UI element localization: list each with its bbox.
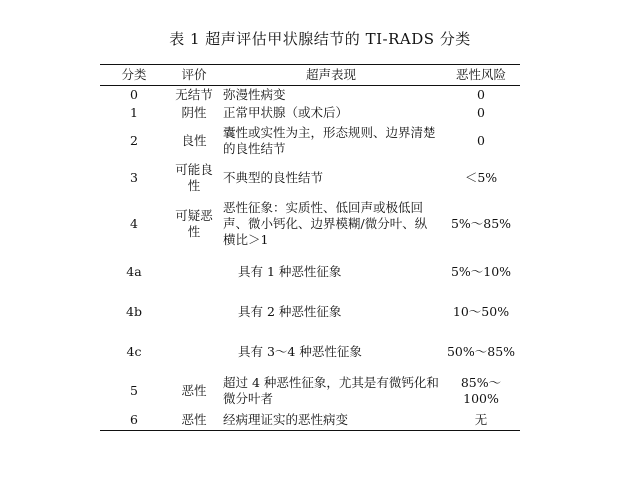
risk-cell: 10～50% <box>452 304 510 319</box>
table-body <box>100 86 520 431</box>
category-cell: 4b <box>126 304 142 319</box>
category-cell: 4c <box>126 344 142 359</box>
ti-rads-table <box>100 64 520 431</box>
table-title: 表 1 超声评估甲状腺结节的 TI-RADS 分类 <box>169 30 471 48</box>
ultrasound-cell: 囊性或实性为主，形态规则、边界清楚的良性结节 <box>223 125 436 156</box>
risk-cell: 无 <box>474 412 488 427</box>
risk-cell: 0 <box>477 105 485 120</box>
header-row <box>100 65 520 86</box>
ultrasound-cell: 弥漫性病变 <box>223 87 286 102</box>
risk-cell: 5%～10% <box>450 264 512 279</box>
category-cell: 2 <box>130 133 138 148</box>
risk-cell: 85%～100% <box>460 375 502 406</box>
header-ultrasound: 超声表现 <box>305 67 356 82</box>
ultrasound-cell: 恶性征象：实质性、低回声或极低回声、微小钙化、边界模糊/微分叶、纵横比＞1 <box>223 200 428 247</box>
table-row <box>100 86 520 105</box>
evaluation-cell <box>168 292 220 332</box>
risk-cell: 0 <box>477 133 485 148</box>
evaluation-cell: 无结节 <box>175 87 213 102</box>
risk-cell: ＜5% <box>464 170 498 185</box>
risk-cell: 0 <box>477 87 485 102</box>
table-row <box>100 122 520 160</box>
table-row <box>100 104 520 122</box>
ultrasound-cell: 不典型的良性结节 <box>223 170 324 185</box>
ultrasound-cell: 经病理证实的恶性病变 <box>223 412 349 427</box>
header-evaluation: 评价 <box>181 67 207 82</box>
category-cell: 1 <box>130 105 138 120</box>
evaluation-cell: 良性 <box>181 133 207 148</box>
evaluation-cell: 恶性 <box>181 383 207 398</box>
table-row <box>100 332 520 372</box>
evaluation-cell <box>168 332 220 372</box>
table-row <box>100 252 520 292</box>
category-cell: 4 <box>130 216 138 231</box>
evaluation-cell: 阴性 <box>181 105 207 120</box>
category-cell: 0 <box>130 87 138 102</box>
table-row <box>100 292 520 332</box>
ultrasound-cell: 超过 4 种恶性征象，尤其是有微钙化和微分叶者 <box>223 375 439 406</box>
table-row <box>100 410 520 431</box>
risk-cell: 5%～85% <box>450 216 512 231</box>
header-category: 分类 <box>121 67 147 82</box>
ultrasound-cell: 具有 1 种恶性征象 <box>238 264 342 279</box>
ultrasound-cell: 具有 3～4 种恶性征象 <box>238 344 362 359</box>
ultrasound-cell: 正常甲状腺（或术后） <box>223 105 349 120</box>
table-row <box>100 196 520 252</box>
category-cell: 4a <box>126 264 142 279</box>
table-row <box>100 160 520 196</box>
evaluation-cell: 可疑恶性 <box>175 208 213 239</box>
risk-cell: 50%～85% <box>446 344 516 359</box>
ultrasound-cell: 具有 2 种恶性征象 <box>238 304 342 319</box>
category-cell: 6 <box>130 412 138 427</box>
table-row <box>100 372 520 410</box>
header-malignancy-risk: 恶性风险 <box>455 67 506 82</box>
category-cell: 3 <box>130 170 138 185</box>
evaluation-cell: 恶性 <box>181 412 207 427</box>
evaluation-cell: 可能良性 <box>175 162 213 193</box>
category-cell: 5 <box>130 383 138 398</box>
evaluation-cell <box>168 252 220 292</box>
table-header <box>100 65 520 86</box>
